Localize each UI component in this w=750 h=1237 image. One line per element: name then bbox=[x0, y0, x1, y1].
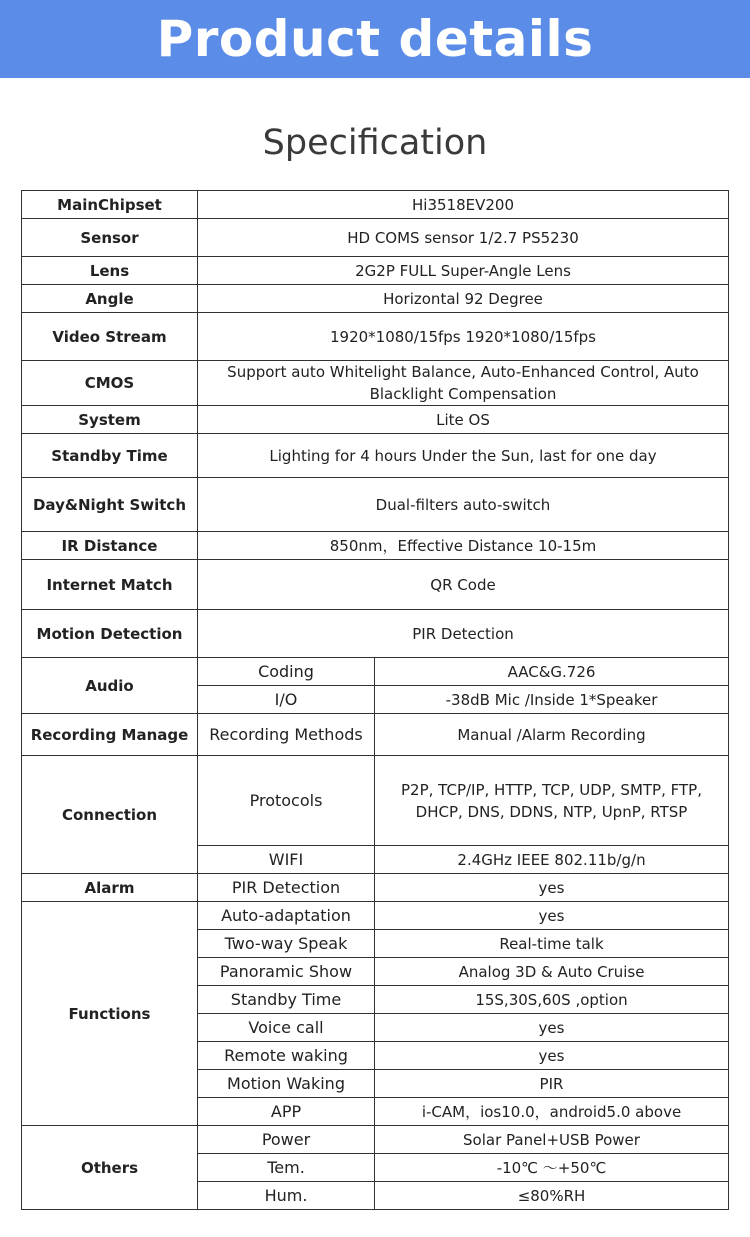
table-row bbox=[22, 756, 729, 846]
table-row bbox=[22, 478, 729, 532]
sub-label: Two-way Speak bbox=[198, 930, 375, 958]
row-value: HD COMS sensor 1/2.7 PS5230 bbox=[198, 219, 729, 257]
row-label: Audio bbox=[22, 658, 198, 714]
row-value: yes bbox=[375, 1042, 729, 1070]
table-row bbox=[22, 1126, 729, 1154]
sub-label: APP bbox=[198, 1098, 375, 1126]
row-value: P2P, TCP/IP, HTTP, TCP, UDP, SMTP, FTP, DHCP, DNS, DDNS, NTP, UpnP, RTSP bbox=[375, 756, 729, 846]
row-value: Solar Panel+USB Power bbox=[375, 1126, 729, 1154]
table-row bbox=[22, 406, 729, 434]
sub-label: Motion Waking bbox=[198, 1070, 375, 1098]
section-title: Specification bbox=[262, 123, 488, 163]
row-value: yes bbox=[375, 1014, 729, 1042]
row-value: 2.4GHz IEEE 802.11b/g/n bbox=[375, 846, 729, 874]
sub-label: Protocols bbox=[198, 756, 375, 846]
row-value: Manual /Alarm Recording bbox=[375, 714, 729, 756]
sub-label: Remote waking bbox=[198, 1042, 375, 1070]
sub-label: I/O bbox=[198, 686, 375, 714]
sub-label: WIFI bbox=[198, 846, 375, 874]
row-label: Alarm bbox=[22, 874, 198, 902]
row-label: Angle bbox=[22, 285, 198, 313]
row-value: Real-time talk bbox=[375, 930, 729, 958]
sub-label: Power bbox=[198, 1126, 375, 1154]
sub-label: PIR Detection bbox=[198, 874, 375, 902]
row-label: Sensor bbox=[22, 219, 198, 257]
row-value: 15S,30S,60S ,option bbox=[375, 986, 729, 1014]
table-row bbox=[22, 658, 729, 686]
row-label: Video Stream bbox=[22, 313, 198, 361]
row-label: Internet Match bbox=[22, 560, 198, 610]
row-label: Motion Detection bbox=[22, 610, 198, 658]
row-value: Lighting for 4 hours Under the Sun, last for one day bbox=[198, 434, 729, 478]
sub-label: Recording Methods bbox=[198, 714, 375, 756]
row-value: yes bbox=[375, 902, 729, 930]
table-row bbox=[22, 257, 729, 285]
row-label: Standby Time bbox=[22, 434, 198, 478]
row-value: QR Code bbox=[198, 560, 729, 610]
row-value: Horizontal 92 Degree bbox=[198, 285, 729, 313]
row-value: Lite OS bbox=[198, 406, 729, 434]
row-value: Hi3518EV200 bbox=[198, 191, 729, 219]
sub-label: Tem. bbox=[198, 1154, 375, 1182]
table-row bbox=[22, 313, 729, 361]
sub-label: Voice call bbox=[198, 1014, 375, 1042]
row-value: Support auto Whitelight Balance, Auto-Enhanced Control, Auto Blacklight Compensation bbox=[198, 361, 729, 406]
table-row bbox=[22, 434, 729, 478]
table-row bbox=[22, 361, 729, 406]
row-value: 850nm，Effective Distance 10-15m bbox=[198, 532, 729, 560]
row-value: PIR Detection bbox=[198, 610, 729, 658]
sub-label: Auto-adaptation bbox=[198, 902, 375, 930]
row-label: Others bbox=[22, 1126, 198, 1210]
row-label: MainChipset bbox=[22, 191, 198, 219]
row-value: i-CAM，ios10.0，android5.0 above bbox=[375, 1098, 729, 1126]
page-title: Product details bbox=[156, 10, 594, 68]
sub-label: Hum. bbox=[198, 1182, 375, 1210]
row-value: -38dB Mic /Inside 1*Speaker bbox=[375, 686, 729, 714]
sub-label: Panoramic Show bbox=[198, 958, 375, 986]
table-row bbox=[22, 560, 729, 610]
row-value: yes bbox=[375, 874, 729, 902]
sub-label: Coding bbox=[198, 658, 375, 686]
row-label: CMOS bbox=[22, 361, 198, 406]
row-label: Recording Manage bbox=[22, 714, 198, 756]
spec-table bbox=[21, 190, 729, 1210]
header-banner bbox=[0, 0, 750, 78]
row-label: Day&Night Switch bbox=[22, 478, 198, 532]
row-value: Dual-filters auto-switch bbox=[198, 478, 729, 532]
row-label: System bbox=[22, 406, 198, 434]
row-value: 2G2P FULL Super-Angle Lens bbox=[198, 257, 729, 285]
table-row bbox=[22, 610, 729, 658]
row-label: Functions bbox=[22, 902, 198, 1126]
sub-label: Standby Time bbox=[198, 986, 375, 1014]
row-value: PIR bbox=[375, 1070, 729, 1098]
row-label: IR Distance bbox=[22, 532, 198, 560]
table-row bbox=[22, 902, 729, 930]
table-row bbox=[22, 532, 729, 560]
table-row bbox=[22, 191, 729, 219]
row-value: AAC&G.726 bbox=[375, 658, 729, 686]
row-value: Analog 3D & Auto Cruise bbox=[375, 958, 729, 986]
row-value: 1920*1080/15fps 1920*1080/15fps bbox=[198, 313, 729, 361]
table-row bbox=[22, 874, 729, 902]
row-label: Lens bbox=[22, 257, 198, 285]
row-value: -10℃ ～+50℃ bbox=[375, 1154, 729, 1182]
table-row bbox=[22, 714, 729, 756]
row-value: ≤80%RH bbox=[375, 1182, 729, 1210]
table-row bbox=[22, 219, 729, 257]
table-row bbox=[22, 285, 729, 313]
row-label: Connection bbox=[22, 756, 198, 874]
